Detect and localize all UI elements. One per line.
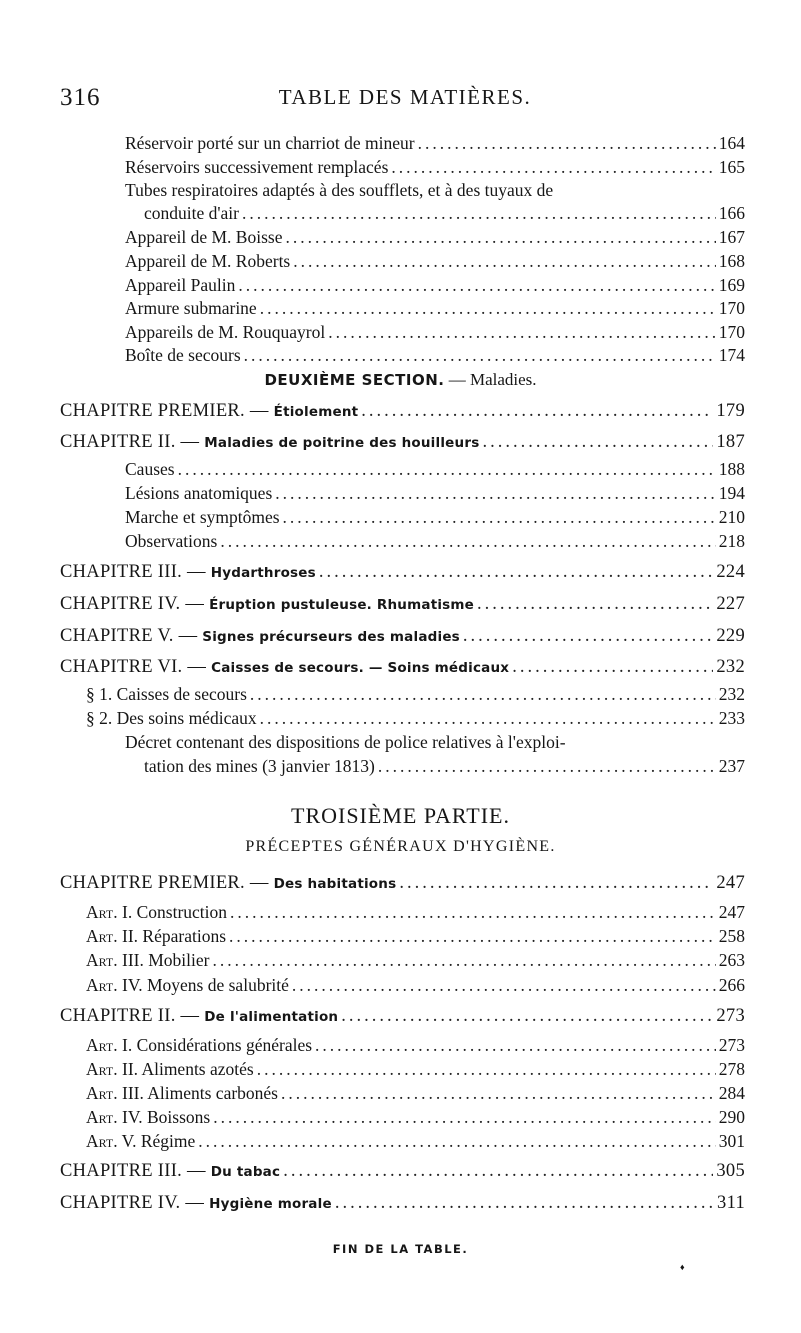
- page-ref: 179: [716, 401, 745, 421]
- page-ref: 266: [718, 975, 745, 995]
- toc-entry: Armure submarine ..... 170: [125, 297, 745, 319]
- toc-entry: Art. V. Régime ..... 301: [86, 1130, 745, 1152]
- chapter-entry: CHAPITRE IV. — Hygiène morale ..... 311: [60, 1192, 745, 1215]
- page-ref: 164: [718, 133, 745, 153]
- part-title: TROISIÈME PARTIE.: [291, 803, 510, 828]
- chapter-entry: CHAPITRE III. — Hydarthroses ..... 224: [60, 561, 745, 584]
- page-ref: 210: [718, 507, 745, 527]
- page-ref: 247: [716, 873, 745, 893]
- toc-entry: Art. III. Aliments carbonés ..... 284: [86, 1082, 745, 1104]
- page-ref: 290: [718, 1107, 745, 1127]
- page-ref: 168: [718, 251, 745, 271]
- toc-entry: Causes ..... 188: [125, 458, 745, 480]
- toc-entry: Appareil Paulin ..... 169: [125, 274, 745, 296]
- ornament-icon: ♦: [680, 1262, 685, 1272]
- running-head: [60, 84, 750, 114]
- page-ref: 229: [716, 626, 745, 646]
- toc-entry: Appareils de M. Rouquayrol ..... 170: [125, 321, 745, 343]
- part-subtitle: PRÉCEPTES GÉNÉRAUX D'HYGIÈNE.: [245, 838, 556, 855]
- toc-entry: Marche et symptômes ..... 210: [125, 506, 745, 528]
- toc-entry: Appareil de M. Roberts ..... 168: [125, 250, 745, 272]
- toc-entry: Art. IV. Boissons ..... 290: [86, 1106, 745, 1128]
- page-ref: 174: [718, 345, 745, 365]
- toc-entry: Observations ..... 218: [125, 530, 745, 552]
- chapter-entry: CHAPITRE V. — Signes précurseurs des maladies ..... 229: [60, 625, 745, 648]
- page-ref: 301: [718, 1131, 745, 1151]
- toc-entry: Art. III. Mobilier ..... 263: [86, 949, 745, 971]
- page-number: 316: [60, 84, 101, 111]
- chapter-entry: CHAPITRE II. — Maladies de poitrine des houilleurs ..... 187: [60, 431, 745, 454]
- chapter-entry: CHAPITRE PREMIER. — Des habitations ..... 247: [60, 872, 745, 895]
- toc-entry: Art. IV. Moyens de salubrité ..... 266: [86, 974, 745, 996]
- page-ref: 284: [718, 1083, 745, 1103]
- toc-entry: Réservoir porté sur un charriot de mineur ..... 164: [125, 132, 745, 154]
- toc-entry: Art. II. Réparations ..... 258: [86, 925, 745, 947]
- page-ref: 166: [718, 203, 745, 223]
- toc-entry: Art. II. Aliments azotés ..... 278: [86, 1058, 745, 1080]
- chapter-entry: CHAPITRE VI. — Caisses de secours. — Soins médicaux ..... 232: [60, 656, 745, 679]
- toc-entry: Boîte de secours ..... 174: [125, 344, 745, 366]
- end-of-table: FIN DE LA TABLE.: [332, 1242, 469, 1256]
- page-ref: 278: [718, 1059, 745, 1079]
- page-ref: 311: [717, 1193, 745, 1213]
- chapter-entry: CHAPITRE PREMIER. — Étiolement ..... 179: [60, 400, 745, 423]
- page-ref: 227: [716, 594, 745, 614]
- running-title: TABLE DES MATIÈRES.: [278, 85, 532, 109]
- page-ref: 165: [718, 157, 745, 177]
- chapter-entry: CHAPITRE III. — Du tabac ..... 305: [60, 1160, 745, 1183]
- toc-entry-line: Tubes respiratoires adaptés à des soufflets, et à des tuyaux de: [125, 180, 554, 200]
- toc-entry: Appareil de M. Boisse ..... 167: [125, 226, 745, 248]
- page-ref: 194: [718, 483, 745, 503]
- page-ref: 187: [716, 432, 745, 452]
- toc-entry: Art. I. Considérations générales ..... 273: [86, 1034, 745, 1056]
- page-ref: 232: [716, 657, 745, 677]
- toc-entry: § 1. Caisses de secours ..... 232: [86, 683, 745, 705]
- page-ref: 237: [718, 756, 745, 776]
- page-ref: 170: [718, 322, 745, 342]
- page-ref: 263: [718, 950, 745, 970]
- page-ref: 224: [716, 562, 745, 582]
- toc-entry: tation des mines (3 janvier 1813) ..... 237: [144, 755, 745, 777]
- chapter-entry: CHAPITRE II. — De l'alimentation ..... 273: [60, 1005, 745, 1028]
- page-ref: 169: [718, 275, 745, 295]
- page-ref: 258: [718, 926, 745, 946]
- page-ref: 188: [718, 459, 745, 479]
- chapter-entry: CHAPITRE IV. — Éruption pustuleuse. Rhumatisme ..... 227: [60, 593, 745, 616]
- page-ref: 167: [718, 227, 745, 247]
- page-ref: 273: [716, 1006, 745, 1026]
- toc-entry: Lésions anatomiques ..... 194: [125, 482, 745, 504]
- page-ref: 170: [718, 298, 745, 318]
- toc-entry: conduite d'air ..... 166: [144, 202, 745, 224]
- page-ref: 305: [716, 1161, 745, 1181]
- page-ref: 233: [718, 708, 745, 728]
- toc-entry: § 2. Des soins médicaux ..... 233: [86, 707, 745, 729]
- page-ref: 218: [718, 531, 745, 551]
- page-ref: 232: [718, 684, 745, 704]
- page-ref: 273: [718, 1035, 745, 1055]
- page-ref: 247: [718, 902, 745, 922]
- section-heading: DEUXIÈME SECTION. — Maladies.: [264, 370, 537, 389]
- toc-entry-line: Décret contenant des dispositions de police relatives à l'exploi-: [125, 732, 566, 752]
- toc-entry: Art. I. Construction ..... 247: [86, 901, 745, 923]
- toc-entry: Réservoirs successivement remplacés ..... 165: [125, 156, 745, 178]
